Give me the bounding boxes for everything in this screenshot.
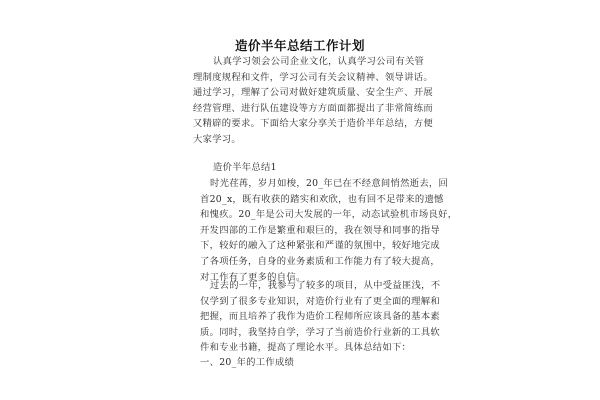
intro-line: 理制度规程和文件，学习公司有关会议精神、领导讲话。 [193, 71, 433, 83]
body-line: 开发四部的工作是繁重和艰巨的，我在领导和同事的指导 [200, 224, 440, 236]
intro-line: 认真学习领会公司企业文化，认真学习公司有关管 [213, 56, 425, 67]
body-line: 件和专业书籍，提高了理论水平。具体总结如下： [200, 342, 412, 354]
document-title: 造价半年总结工作计划 [234, 38, 365, 53]
body-line: 和愧疚。20_年是公司大发展的一年，动态试验机市场良好， [200, 209, 458, 221]
body-paragraph-1 [200, 176, 458, 285]
section-heading: 造价半年总结1 [213, 162, 277, 173]
body-line: 把握，而且培养了我作为造价工程师所应该具备的基本素 [200, 311, 440, 323]
intro-line: 经营管理、进行队伍建设等方方面面都提出了非常简练而 [193, 102, 433, 114]
body-paragraph-2 [200, 278, 441, 356]
intro-paragraph [193, 54, 433, 148]
body-line: 对工作有了更多的自信。 [200, 271, 306, 283]
subsection-heading: 一、20_年的工作成绩 [200, 357, 295, 368]
intro-line: 大家学习。 [193, 133, 241, 145]
body-line: 仅学到了很多专业知识，对造价行业有了更全面的理解和 [200, 295, 440, 307]
body-line: 过去的一年，我参与了较多的项目，从中受益匪浅，不 [210, 280, 441, 291]
intro-line: 又精辟的要求。下面给大家分享关于造价半年总结，方便 [193, 118, 433, 130]
body-line: 了各项任务，自身的业务素质和工作能力有了较大提高， [200, 255, 440, 267]
body-line: 时光荏苒，岁月如梭，20_年已在不经意间悄然逝去，回 [210, 178, 449, 189]
body-line: 质。同时，我坚持自学，学习了当前造价行业新的工具软 [200, 326, 440, 338]
intro-line: 通过学习，理解了公司对做好建筑质量、安全生产、开展 [193, 87, 433, 99]
body-line: 首20_x，既有收获的踏实和欢欣，也有回不足带来的遗憾 [200, 193, 444, 205]
body-line: 下，较好的融入了这种紧张和严谨的氛围中，较好地完成 [200, 240, 440, 252]
